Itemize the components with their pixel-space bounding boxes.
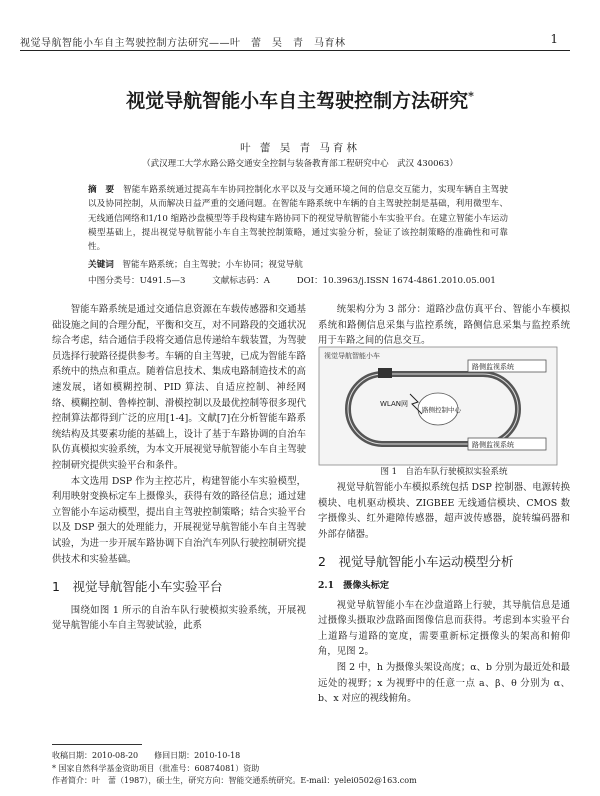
doi: DOI：10.3963/j.ISSN 1674-4861.2010.05.001: [296, 276, 496, 286]
monitor-bottom-label: 路侧监视系统: [472, 441, 514, 449]
right-column-top: [318, 302, 570, 349]
hardware-paragraph: 视觉导航智能小车模拟系统包括 DSP 控制器、电源转换模块、电机驱动模块、ZIGBEE 无线通信模块、CMOS 数字摄像头、红外避障传感器，超声波传感器，旋转编码器和外部存储器。: [318, 482, 570, 540]
running-header: 视觉导航智能小车自主驾驶控制方法研究——叶 蕾 吴 青 马育林: [20, 38, 346, 49]
footnote-author: 作者简介：叶 蕾（1987），硕士生，研究方向：智能交通系统研究。E-mail：yelei0502@163.com: [52, 776, 417, 785]
paper-title-text: 视觉导航智能小车自主驾驶控制方法研究: [126, 90, 469, 112]
header-rule: [20, 50, 570, 51]
section-1-paragraph: 围绕如图 1 所示的自治车队行驶模拟实验系统，开展视觉导航智能小车自主驾驶试验，此系: [52, 604, 306, 632]
section-2-heading: 2 视觉导航智能小车运动模型分析: [318, 554, 514, 570]
abstract-text: 智能车路系统通过提高车车协同控制化水平以及与交通环境之间的信息交互能力，实现车辆自主驾驶以及协同控制，从而解决日益严重的交通问题。在智能车路系统中车辆的自主驾驶控制是基础，利用微型车、无线通信网络和1/10 缩路沙盘模型等手段构建车路协同下的视觉导航智能小车实验平台。在建立智能小车运动模型基础上，提出视觉导航智能小车自主驾驶控制策略，通过实验分析，验证了该控制策略的准确性和可靠性。: [88, 185, 508, 253]
clc-number: 中图分类号：U491.5—3: [88, 276, 186, 286]
figure-1-diagram: [318, 346, 558, 466]
subsection-2-1-heading: 2.1 摄像头标定: [318, 579, 390, 591]
right-column-bottom: [318, 480, 570, 707]
classification-line: [88, 274, 528, 286]
footnote-rule: [52, 744, 142, 745]
figure-2-description: 图 2 中，h 为摄像头架设高度；α、b 分别为最近处和最远处的视野；x 为视野中的任意一点 a、β、θ 分别为 α、b、x 对应的视线俯角。: [318, 661, 570, 705]
car-icon: [378, 368, 392, 378]
intro-paragraph-2: 本文选用 DSP 作为主控芯片，构建智能小车实验模型，利用映射变换标定车上摄像头，获得有效的路径信息；通过建立智能小车运动模型，提出自主驾驶控制策略；结合实验平台以及 DSP 强大的处理能力，开展视觉导航智能小车自主驾驶试验，为进一步开展车路协调下自治汽车列队行驶控制研究提供技术和实验基础。: [52, 475, 306, 565]
controller-label: 路侧控制中心: [422, 406, 461, 414]
abstract: [88, 183, 508, 254]
left-column: [52, 302, 306, 634]
paper-title: [0, 86, 600, 113]
car-label: 视觉导航智能小车: [324, 352, 380, 360]
footnotes: [52, 750, 572, 788]
keywords: [88, 258, 508, 270]
document-code: 文献标志码：A: [212, 276, 270, 286]
wlan-label: WLAN网: [380, 400, 409, 408]
keywords-text: 智能车路系统；自主驾驶；小车协同；视觉导航: [122, 260, 303, 270]
intro-paragraph-1: 智能车路系统是通过交通信息资源在车载传感器和交通基础设施之间的合理分配，平衡和交互，对不同路段的交通状况综合考虑，结合通信手段将交通信息传递给车载装置，为驾驶员选择行驶路径提供参考。车辆的自主驾驶，已成为智能车路系统中的热点和重点。随着信息技术、集成电路制造技术的高速发展，诸如模糊控制、PID 算法、自适应控制、神经网络、模糊控制、鲁棒控制、滑模控制以及最优控制等很多现代控制算法都得到广泛的应用[1-4]。文献[7]在分析智能车路系统结构及其要素功能的基础上，设计了基于车路协调的自治车队仿真模拟实验系统，为本文开展视觉导航智能小车自主驾驶控制研究提供实验平台和条件。: [52, 304, 306, 471]
system-structure-paragraph: 统架构分为 3 部分：道路沙盘仿真平台、智能小车模拟系统和路侧信息采集与监控系统，路侧信息采集与监控系统用于车路之间的信息交互。: [318, 304, 570, 347]
monitor-top-label: 路侧监视系统: [472, 363, 514, 371]
section-1-heading: 1 视觉导航智能小车实验平台: [52, 579, 223, 595]
affiliation: （武汉理工大学水路公路交通安全控制与装备教育部工程研究中心 武汉 430063）: [142, 159, 458, 169]
page-number: 1: [550, 32, 558, 46]
footnote-dates: 收稿日期：2010-08-20 修回日期：2010-10-18: [52, 751, 241, 760]
camera-calibration-paragraph: 视觉导航智能小车在沙盘道路上行驶，其导航信息是通过摄像头摄取沙盘路面图像信息而获得。考虑到本实验平台上道路与道路的宽度，需要重新标定摄像头的架高和俯仰角，见图 2。: [318, 599, 570, 658]
author-list: 叶 蕾 吴 青 马育林: [240, 142, 360, 154]
keywords-label: 关键词: [88, 260, 114, 270]
figure-1-caption: 图 1 自治车队行驶模拟实验系统: [380, 467, 508, 477]
footnote-fund: * 国家自然科学基金资助项目（批准号：60874081）资助: [52, 763, 260, 773]
abstract-label: 摘 要: [88, 185, 115, 195]
title-footnote-mark: *: [468, 89, 474, 103]
